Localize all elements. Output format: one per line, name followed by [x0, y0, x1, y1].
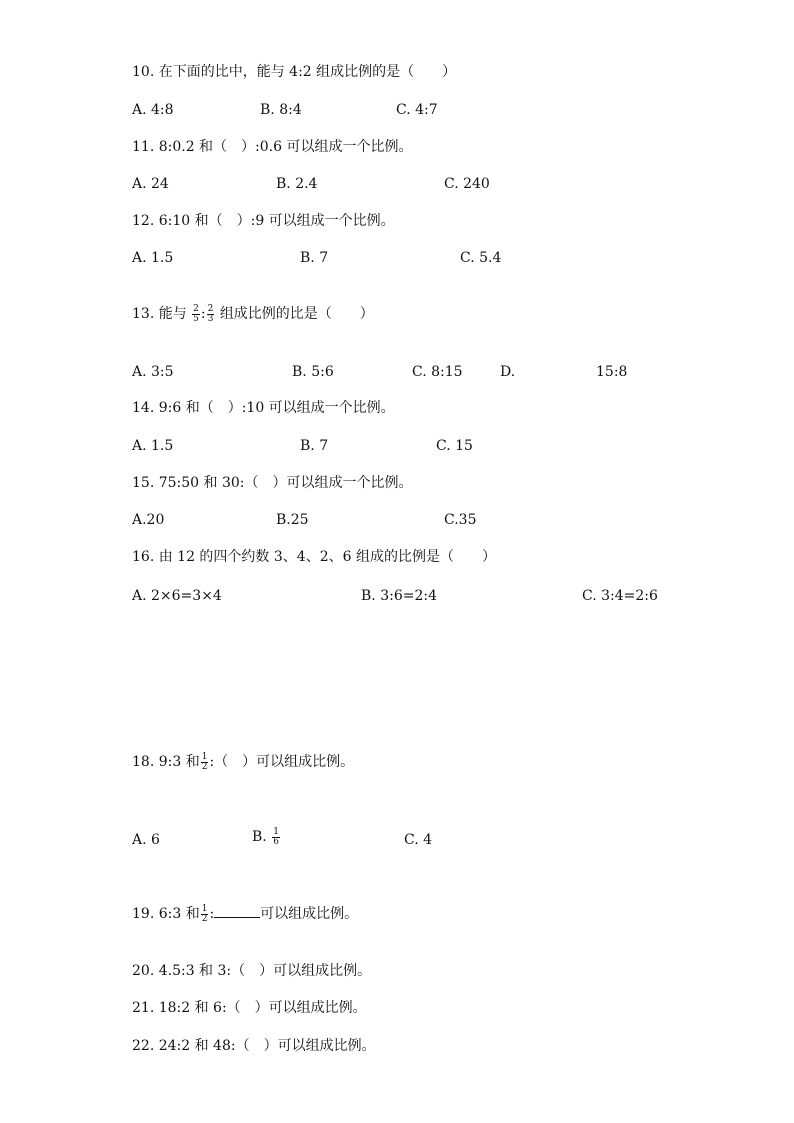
question-18-option-b: B. $\frac{1}{6}$: [252, 826, 279, 847]
question-13-option-d-label: D.: [500, 364, 516, 380]
question-10-option-c: C. 4:7: [396, 102, 438, 118]
question-13-option-d-value: 15:8: [596, 364, 628, 380]
question-18-option-c: C. 4: [404, 832, 433, 848]
question-13-stem: [132, 304, 374, 324]
question-11-option-a: A. 24: [132, 176, 169, 192]
ratio-colon: :: [200, 306, 206, 322]
question-16-option-b: B. 3:6=2:4: [361, 588, 437, 604]
question-18-stem: [132, 752, 354, 772]
question-13-stem-post: 组成比例的比是（ ）: [219, 306, 374, 322]
question-14-option-b: B. 7: [300, 438, 329, 454]
question-18-option-a: A. 6: [132, 832, 160, 848]
question-11-stem: 11. 8:0.2 和（ ）:0.6 可以组成一个比例。: [132, 139, 413, 155]
question-10-option-b: B. 8:4: [260, 102, 302, 118]
fraction-two-fifths: $\frac{2}{5}$: [193, 303, 199, 324]
question-12-option-c: C. 5.4: [460, 250, 502, 266]
fraction-one-half: $\frac{1}{2}$: [201, 903, 208, 924]
question-14-option-c: C. 15: [436, 438, 473, 454]
question-15-option-b: B.25: [276, 512, 309, 528]
question-12-option-b: B. 7: [300, 250, 329, 266]
fraction-one-sixth: $\frac{1}{6}$: [273, 826, 279, 847]
question-15-stem: 15. 75:50 和 30:（ ）可以组成一个比例。: [132, 475, 413, 491]
question-15-option-c: C.35: [444, 512, 477, 528]
fraction-one-half: $\frac{1}{2}$: [201, 751, 208, 772]
question-21-stem: 21. 18:2 和 6:（ ）可以组成比例。: [132, 1000, 367, 1016]
question-18-stem-pre: 18. 9:3 和: [132, 754, 200, 770]
question-11-option-c: C. 240: [444, 176, 490, 192]
question-18-stem-post: :（ ）可以组成比例。: [209, 754, 355, 770]
question-10-option-a: A. 4:8: [132, 102, 174, 118]
question-13-stem-pre: 13. 能与: [132, 306, 187, 322]
question-10-stem: 10. 在下面的比中，能与 4:2 组成比例的是（ ）: [132, 64, 457, 80]
question-16-stem: 16. 由 12 的四个约数 3、4、2、6 组成的比例是（ ）: [132, 549, 496, 565]
question-15-option-a: A.20: [132, 512, 165, 528]
question-19-stem-pre: 19. 6:3 和: [132, 906, 200, 922]
question-12-stem: 12. 6:10 和（ ）:9 可以组成一个比例。: [132, 213, 395, 229]
answer-blank[interactable]: [214, 903, 260, 918]
question-16-option-c: C. 3:4=2:6: [582, 588, 658, 604]
question-16-option-a: A. 2×6=3×4: [132, 588, 222, 604]
question-20-stem: 20. 4.5:3 和 3:（ ）可以组成比例。: [132, 963, 372, 979]
question-12-option-a: A. 1.5: [132, 250, 174, 266]
fraction-two-thirds: $\frac{2}{3}$: [207, 303, 214, 324]
question-13-option-b: B. 5:6: [292, 364, 334, 380]
question-14-stem: 14. 9:6 和（ ）:10 可以组成一个比例。: [132, 400, 395, 416]
question-13-option-a: A. 3:5: [132, 364, 174, 380]
question-13-option-c: C. 8:15: [412, 364, 463, 380]
question-11-option-b: B. 2.4: [276, 176, 318, 192]
question-14-option-a: A. 1.5: [132, 438, 174, 454]
question-22-stem: 22. 24:2 和 48:（ ）可以组成比例。: [132, 1038, 376, 1054]
question-19-stem: 19. 6:3 和 $\frac{1}{2}$ : 可以组成比例。: [132, 903, 359, 924]
question-19-stem-post: 可以组成比例。: [260, 906, 359, 922]
